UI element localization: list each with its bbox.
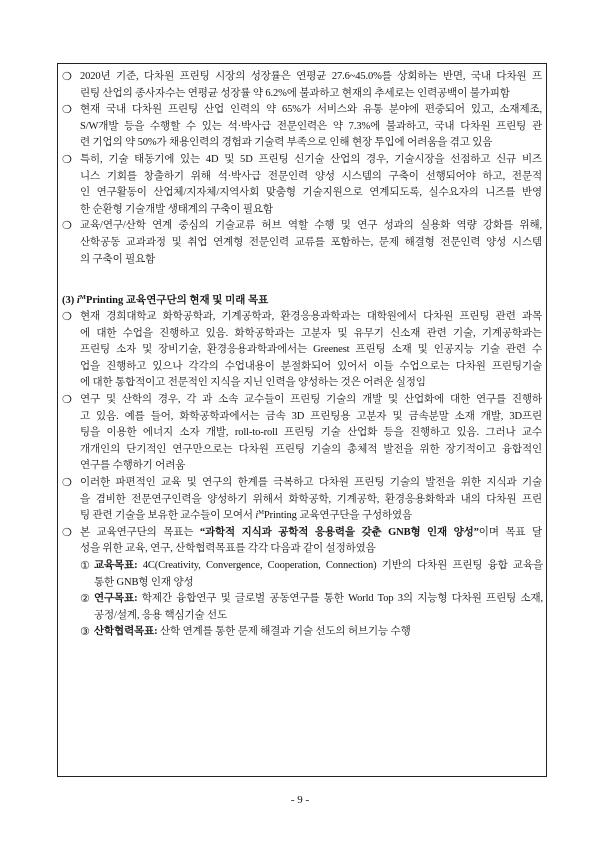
section-title: 교육연구단의 현재 및 미래 목표 <box>125 294 269 306</box>
goal-label: 산학협력목표: <box>94 626 158 638</box>
text-line: 에 대한 수업을 진행하고 있음. 화학공학과는 고분자 및 유무기 신소재 관련 기술, 기계공학과는 <box>80 327 542 339</box>
text-line: 연구 및 산학의 경우, 각 과 소속 교수들이 프린팅 기술의 개발 및 산업화에 대한 연구를 진행하 <box>80 394 542 406</box>
goal-number-marker: ② <box>80 592 90 606</box>
text-line: 업을 진행하고 있으나 각각의 수업내용이 분절화되어 있어서 이들 수업으로는 다차원 프린팅기술 <box>80 360 542 372</box>
goal-label: 연구목표: <box>94 593 138 605</box>
text-line: 한 순환형 기술개발 생태계의 구축이 필요함 <box>80 203 273 215</box>
text-line: 의 구축이 필요함 <box>80 253 156 265</box>
text-line: 에 대한 통합적이고 전문적인 지식을 지닌 인력을 양성하는 것은 어려운 실정임 <box>80 377 426 389</box>
page-number: - 9 - <box>290 794 310 806</box>
brand-word: Printing <box>85 294 124 306</box>
section-number: (3) <box>62 294 75 306</box>
line-text-before: 본 교육연구단의 목표는 <box>80 526 194 538</box>
goal-number-marker: ① <box>80 559 90 573</box>
bullet-marker: ❍ <box>62 219 72 233</box>
bullet-paragraph <box>58 69 546 102</box>
text-line: 연구를 수행하기 어려움 <box>80 460 186 472</box>
text-line: 팅을 이용한 에너지 소자 개발, roll-to-roll 프린팅 기술 산업화 등을 진행하고 있음. 그러나 교수 <box>80 427 542 439</box>
text-line <box>80 508 542 525</box>
brand-superscript: M <box>79 293 86 301</box>
bullet-paragraph <box>58 102 546 152</box>
bullet-marker: ❍ <box>62 476 72 490</box>
goal-text: 학제간 융합연구 및 글로벌 공동연구를 통한 World Top 3의 지능형 다차원 프린팅 소재, <box>141 593 543 605</box>
text-line <box>94 624 543 641</box>
text-line <box>80 525 542 542</box>
text-line: 프린팅 소자 및 장비기술, 환경응용과학과에서는 Greenest 프린팅 소재 및 인공지능 기술 관련 수 <box>80 344 542 356</box>
goal-statement-emphasis: “과학적 지식과 공학적 응용력을 갖춘 GNB형 인재 양성” <box>199 526 479 538</box>
goal-item-research <box>58 591 546 624</box>
text-line <box>94 558 543 575</box>
bullet-paragraph <box>58 525 546 558</box>
goal-item-education <box>58 558 546 591</box>
goal-label: 교육목표: <box>94 560 138 572</box>
brand-prefix: i <box>76 294 80 306</box>
line-text-after: 교육연구단을 구성하였음 <box>299 510 413 522</box>
section-heading <box>58 293 546 310</box>
text-line: 산학공동 교과과정 및 취업 연계형 전문인력 교류를 포함하는, 문제 해결형 전문인력 양성 시스템 <box>80 236 542 248</box>
goal-number-marker: ③ <box>80 625 90 639</box>
line-text-after: 이며 목표 달 <box>478 526 542 538</box>
brand-superscript: M <box>258 509 264 517</box>
line-text-before: 팅 관련 기술을 보유한 교수들이 모여서 <box>80 510 253 522</box>
text-line: 통한 GNB형 인재 양성 <box>94 576 194 588</box>
text-line: 교육/연구/산학 연계 중심의 기술교류 허브 역할 수행 및 연구 성과의 실용화 역량 강화를 위해, <box>80 220 542 232</box>
bullet-marker: ❍ <box>62 393 72 407</box>
text-line: S/W개발 등을 수행할 수 있는 석·박사급 전문인력은 약 7.3%에 불과하고, 국내 다차원 프린팅 관 <box>80 120 542 132</box>
bullet-marker: ❍ <box>62 103 72 117</box>
text-line <box>94 591 543 608</box>
text-line: 련 기업의 약 50%가 채용인력의 경험과 기술력 부족으로 인해 현장 투입에 어려움을 겪고 있음 <box>80 137 493 149</box>
goal-text: 4C(Creativity, Convergence, Cooperation, Connection) 기반의 다차원 프린팅 융합 교육을 <box>142 560 543 572</box>
text-line: 공정/설계, 응용 핵심기술 선도 <box>94 609 228 621</box>
text-line: 을 겸비한 전문연구인력을 양성하기 위해서 화학공학, 기계공학, 환경응용화학과 내의 다차원 프린 <box>80 493 542 505</box>
text-line: 린팅 산업의 종사자수는 연평균 성장률 약 6.2%에 불과하고 현재의 추세로는 인력공백이 불가피함 <box>80 87 510 99</box>
bullet-marker: ❍ <box>62 70 72 83</box>
bullet-marker: ❍ <box>62 525 72 539</box>
goal-item-industry-cooperation <box>58 624 546 641</box>
text-line: 고 있음. 예를 들어, 화학공학과에서는 금속 3D 프린팅용 고분자 및 금속분말 소재 개발, 3D프린 <box>80 410 542 422</box>
bullet-paragraph <box>58 152 546 218</box>
bullet-marker: ❍ <box>62 310 72 324</box>
text-line: 성을 위한 교육, 연구, 산학협력목표를 각각 다음과 같이 설정하였음 <box>80 543 376 555</box>
text-line: 이러한 파편적인 교육 및 연구의 한계를 극복하고 다차원 프린팅 기술의 발전을 위한 지식과 기술 <box>80 477 542 489</box>
text-line: 현재 경희대학교 화학공학과, 기계공학과, 환경응용과학과는 대학원에서 다차원 프린팅 관련 과목 <box>80 311 542 323</box>
bullet-paragraph <box>58 475 546 525</box>
brand-prefix: i <box>255 510 259 522</box>
text-line: 니스 기회를 창출하기 위해 석·박사급 전문인력 양성 시스템의 구축이 선행되어야 하고, 전문적 <box>80 170 542 182</box>
text-line: 2020년 기준, 다차원 프린팅 시장의 성장률은 연평균 27.6~45.0%를 상회하는 반면, 국내 다차원 프 <box>80 71 542 82</box>
text-line: 특히, 기술 태동기에 있는 4D 및 5D 프린팅 신기술 산업의 경우, 기술시장을 선점하고 신규 비즈 <box>80 153 542 165</box>
content-box <box>57 63 547 777</box>
text-line: 개개인의 단기적인 연구만으로는 다차원 프린팅 기술의 총체적 발전을 위한 장기적이고 융합적인 <box>80 443 542 455</box>
text-line: 현재 국내 다차원 프린팅 산업 인력의 약 65%가 서비스와 유통 분야에 편중되어 있고, 소재제조, <box>80 104 542 116</box>
bullet-paragraph <box>58 218 546 268</box>
brand-name <box>77 295 123 306</box>
bullet-paragraph <box>58 392 546 475</box>
goal-text: 산학 연계를 통한 문제 해결과 기술 선도의 허브기능 수행 <box>160 626 411 638</box>
text-line: 인 연구활동이 산업체/지자체/지역사회 맞춤형 기술지원으로 연계되도록, 실수요자의 니즈를 반영 <box>80 187 542 199</box>
brand-word: Printing <box>263 510 297 522</box>
brand-name <box>255 510 296 521</box>
bullet-paragraph <box>58 309 546 392</box>
bullet-marker: ❍ <box>62 152 72 166</box>
